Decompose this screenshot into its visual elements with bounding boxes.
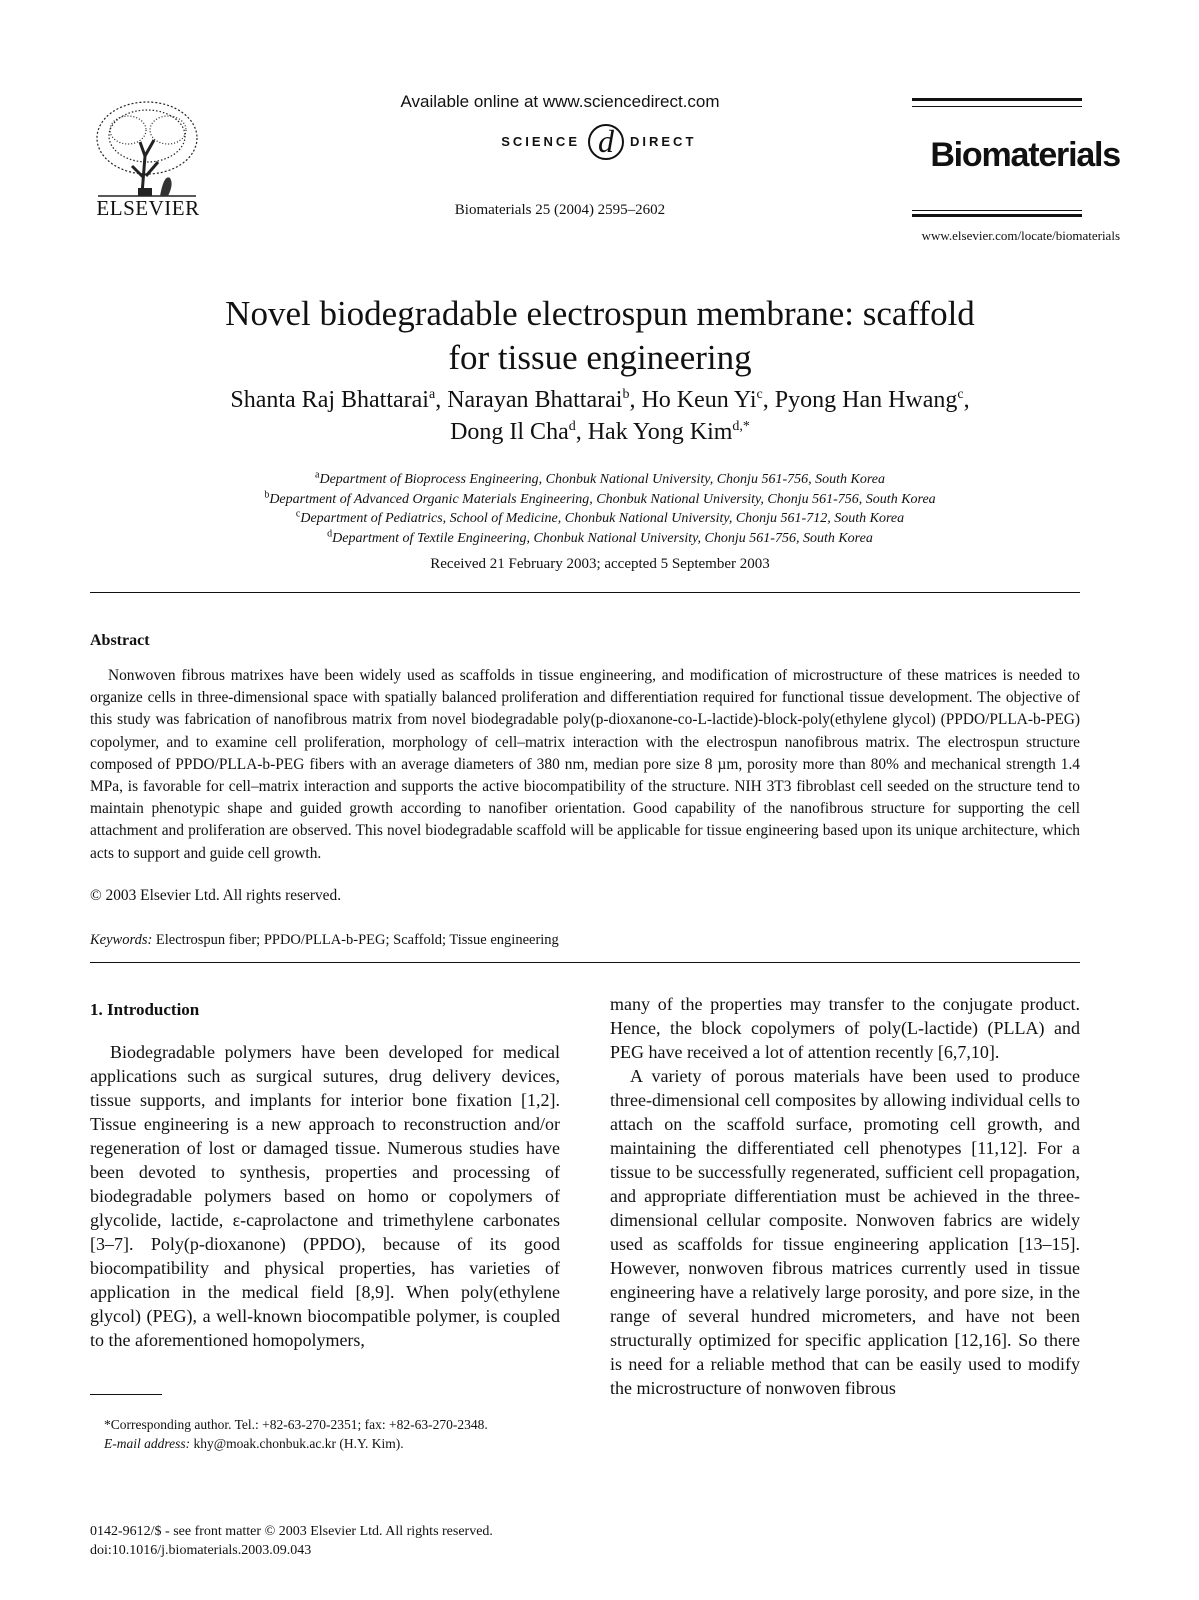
sd-mark: d [598,123,614,159]
author-affil-mark: b [622,387,630,402]
author-affil-mark: c [756,387,763,402]
author-name: Narayan Bhattarai [447,387,623,413]
author-list [120,384,1080,448]
column-right [610,992,1080,1400]
author-affil-mark: c [957,387,964,402]
email-label: E-mail address: [104,1436,191,1451]
affiliation-text: Department of Textile Engineering, Chonbuk National University, Chonju 561-756, South Korea [332,530,873,546]
body-paragraph: Biodegradable polymers have been developed for medical applications such as surgical sutures, drug delivery devices, tissue supports, and implants for interior bone fixation [1,2]. Tissue engineering is a new approach to reconstruction and/or regeneration of lost or damaged tissue. Numerous studies have been devoted to synthesis, properties and processing of biodegradable polymers based on homo or copolymers of glycolide, lactide, ε-caprolactone and trimethylene carbonates [3–7]. Poly(p-dioxanone) (PPDO), because of its good biocompatibility and physical properties, has varieties of application in the medical field [8,9]. When poly(ethylene glycol) (PEG), a well-known biocompatible polymer, is coupled to the aforementioned homopolymers, [90,1042,560,1350]
affiliation-item [120,529,1080,549]
author-affil-mark: d [568,419,576,434]
affiliation-item [120,509,1080,529]
journal-url-link[interactable]: www.elsevier.com/locate/biomaterials [921,228,1120,243]
corresponding-author-note: *Corresponding author. Tel.: +82-63-270-2351; fax: +82-63-270-2348. [104,1417,488,1432]
sd-left-word: SCIENCE [501,134,580,149]
email-link[interactable]: khy@moak.chonbuk.ac.kr (H.Y. Kim). [193,1436,404,1451]
column-left [90,1040,560,1352]
author-name: Pyong Han Hwang [774,387,958,413]
affiliation-item [120,470,1080,490]
author-name: Dong Il Cha [450,419,569,445]
author-separator: , [629,387,642,413]
header-rule-top [912,98,1082,101]
affiliation-mark: b [264,488,270,500]
body-paragraph: many of the properties may transfer to the conjugate product. Hence, the block copolymers of poly(L-lactide) (PLLA) and PEG have received a lot of attention recently [6,7,10]. [610,994,1080,1062]
title-line-1: Novel biodegradable electrospun membrane: scaffold [225,294,975,333]
affiliation-mark: a [315,469,320,481]
affiliation-text: Department of Pediatrics, School of Medicine, Chonbuk National University, Chonju 561-712, South Korea [300,511,905,527]
author-affil-mark: a [428,387,436,402]
issn-line: 0142-9612/$ - see front matter © 2003 Elsevier Ltd. All rights reserved. [90,1524,493,1539]
affiliation-list [120,470,1080,548]
author-separator: , [575,419,588,445]
author-affil-mark: d,* [732,419,750,434]
author-separator: , [762,387,775,413]
affiliation-text: Department of Advanced Organic Materials Engineering, Chonbuk National University, Chonju 561-756, South Korea [269,491,936,507]
email-note [90,1434,560,1453]
body-paragraph: A variety of porous materials have been used to produce three-dimensional cell composites by allowing individual cells to attach on the scaffold surface, promoting cell growth, and maintaining the differentiated cell phenotypes [11,12]. For a tissue to be successfully regenerated, sufficient cell propagation, and appropriate differentiation must be achieved in the three-dimensional cellular composite. Nonwoven fabrics are widely used as scaffolds for tissue engineering application [13–15]. However, nonwoven fibrous matrices currently used in tissue engineering have a relatively large porosity, and pore size, in the range of several hundred micrometers, and have not been structurally optimized for specific application [12,16]. So there is need for a reliable method that can be easily used to modify the microstructure of nonwoven fibrous [610,1066,1080,1398]
affiliation-mark: c [295,508,301,520]
header-rule-top-thin [912,106,1082,107]
author-name: Ho Keun Yi [641,387,757,413]
abstract-heading: Abstract [90,632,150,649]
author-separator: , [963,387,970,413]
abstract-rule-top [90,592,1080,593]
keywords-label: Keywords: [90,932,153,948]
abstract-rule-bottom [90,962,1080,963]
author-name: Hak Yong Kim [587,419,733,445]
sd-right-word: DIRECT [630,134,697,149]
publisher-name: ELSEVIER [96,196,200,220]
doi-link[interactable]: doi:10.1016/j.biomaterials.2003.09.043 [90,1543,312,1558]
sciencedirect-logo [460,122,750,166]
received-dates: Received 21 February 2003; accepted 5 September 2003 [430,556,770,572]
affiliation-text: Department of Bioprocess Engineering, Chonbuk National University, Chonju 561-756, South Korea [319,472,885,487]
journal-name: Biomaterials [930,136,1120,174]
section-heading: 1. Introduction [90,1000,200,1019]
available-online-text: Available online at www.sciencedirect.com [400,92,720,111]
article-title [120,292,1080,380]
abstract-copyright: © 2003 Elsevier Ltd. All rights reserved. [90,887,342,904]
abstract-body: Nonwoven fibrous matrixes have been widely used as scaffolds in tissue engineering, and modification of microstructure of these matrices is needed to organize cells in three-dimensional space with spatially balanced proliferation and differentiation required for functional tissue development. The objective of this study was fabrication of nanofibrous matrix from novel biodegradable poly(p-dioxanone-co-L-lactide)-block-poly(ethylene glycol) (PPDO/PLLA-b-PEG) copolymer, and to examine cell proliferation, morphology of cell–matrix interaction with the electrospun nanofibrous matrix. The electrospun structure composed of PPDO/PLLA-b-PEG fibers with an average diameters of 380 nm, median pore size 8 µm, porosity more than 80% and mechanical strength 1.4 MPa, is favorable for cell–matrix interaction and supports the active biocompatibility of the structure. NIH 3T3 fibroblast cell seeded on the structure tend to maintain phenotypic shape and guided growth according to nanofiber orientation. Good capability of the nanofibrous structure for supporting the cell attachment and proliferation are observed. This novel biodegradable scaffold will be applicable for tissue engineering based upon its unique architecture, which acts to support and guide cell growth. [90,667,1080,862]
header-rule-bottom-thin [912,210,1082,211]
keywords-text: Electrospun fiber; PPDO/PLLA-b-PEG; Scaffold; Tissue engineering [155,932,559,948]
title-line-2: for tissue engineering [448,338,752,377]
author-name: Shanta Raj Bhattarai [230,387,429,413]
header-rule-bottom [912,214,1082,217]
footnote-block [90,1415,560,1453]
journal-citation: Biomaterials 25 (2004) 2595–2602 [454,202,666,218]
affiliation-item [120,490,1080,510]
footnote-rule [90,1394,162,1395]
affiliation-mark: d [327,528,333,540]
author-separator: , [435,387,448,413]
keywords-line [90,932,559,949]
page-footer [90,1522,610,1560]
